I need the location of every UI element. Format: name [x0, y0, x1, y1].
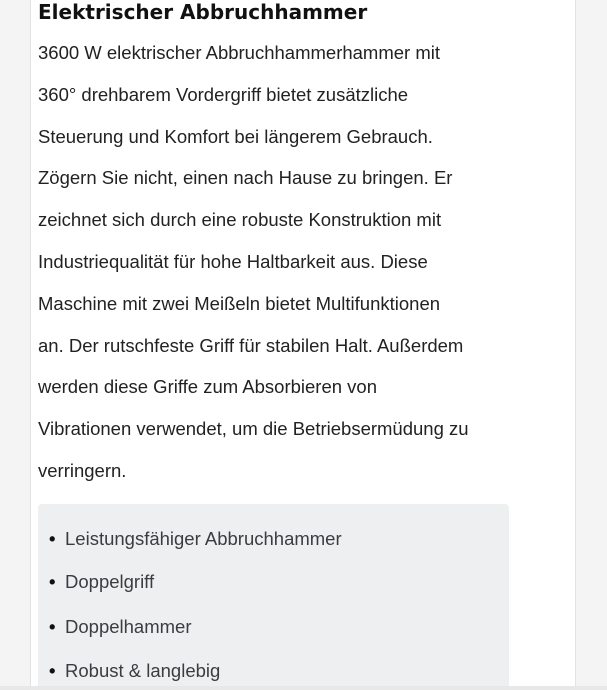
feature-label: Doppelhammer — [65, 616, 192, 637]
description-line: zeichnet sich durch eine robuste Konstruktion mit — [38, 209, 442, 231]
description-line: an. Der rutschfeste Griff für stabilen Halt. Außerdem — [38, 334, 464, 356]
description-line: Vibrationen verwendet, um die Betriebsermüdung zu — [38, 418, 469, 440]
description-line: Industriequalität für hohe Haltbarkeit aus. Diese — [38, 250, 428, 272]
description-line: Steuerung und Komfort bei längerem Gebrauch. — [38, 125, 433, 147]
description-line: 360° drehbarem Vordergriff bietet zusätzliche — [38, 83, 409, 105]
feature-label: Doppelgriff — [65, 571, 155, 592]
product-title: Elektrischer Abbruchhammer — [38, 0, 368, 24]
product-description — [38, 32, 518, 492]
feature-item — [49, 527, 342, 551]
feature-label: Robust & langlebig — [65, 660, 221, 681]
description-line: verringern. — [38, 459, 127, 481]
bottom-divider — [0, 686, 607, 690]
description-line: 3600 W elektrischer Abbruchhammerhammer mit — [38, 42, 441, 63]
feature-list — [38, 504, 509, 690]
feature-item — [49, 570, 154, 594]
feature-item — [49, 659, 220, 683]
description-line: Maschine mit zwei Meißeln bietet Multifunktionen — [38, 292, 441, 314]
bullet-icon: • — [49, 571, 56, 592]
description-line: Zögern Sie nicht, einen nach Hause zu bringen. Er — [38, 167, 453, 189]
bullet-icon: • — [49, 660, 56, 681]
description-line: werden diese Griffe zum Absorbieren von — [38, 376, 378, 398]
feature-label: Leistungsfähiger Abbruchhammer — [65, 528, 342, 549]
feature-item — [49, 615, 191, 639]
bullet-icon: • — [49, 528, 56, 549]
bullet-icon: • — [49, 616, 56, 637]
